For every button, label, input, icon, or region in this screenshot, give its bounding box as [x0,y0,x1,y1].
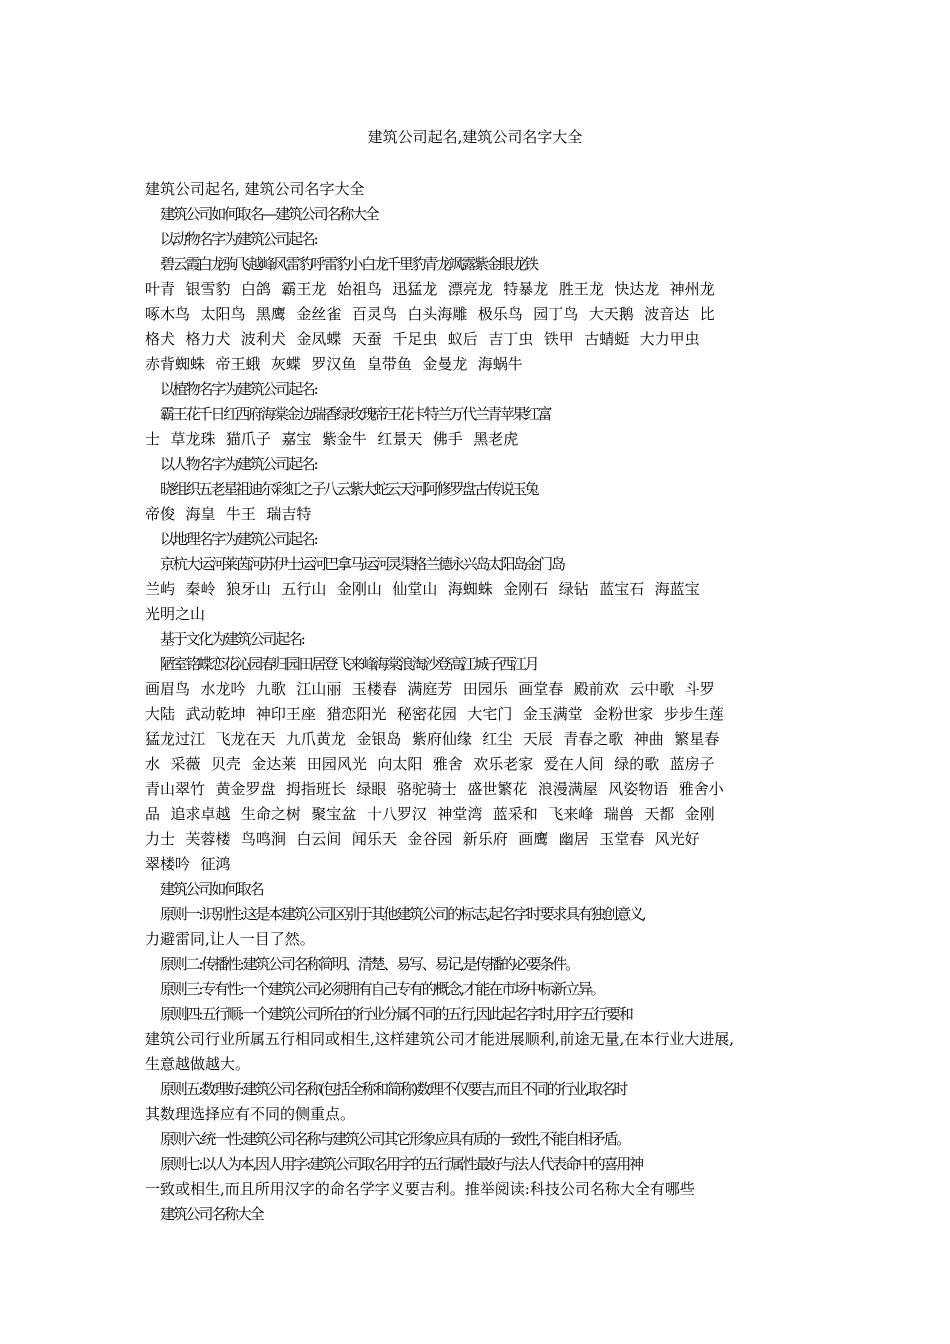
name-list-line: 京杭大运河 莱茵河 苏伊士运河 巴拿马运河 灵渠 格兰德 永兴岛 太阳岛 金门岛 [160,555,564,573]
name-list-line: 格犬 格力犬 波利犬 金凤蝶 天蚕 千足虫 蚁后 吉丁虫 铁甲 古蜻蜓 大力甲虫 [145,330,700,348]
name-list-line: 帝俊 海皇 牛王 瑞吉特 [145,505,312,523]
name-list-line: 士 草龙珠 猫爪子 嘉宝 紫金牛 红景天 佛手 黑老虎 [145,430,519,448]
name-list-line: 光明之山 [145,605,206,623]
name-list-line: 大陆 武动乾坤 神印王座 猎恋阳光 秘密花园 大宅门 金玉满堂 金粉世家 步步生莲 [145,705,724,723]
name-list-line: 力士 芙蓉楼 鸟鸣涧 白云间 闻乐天 金谷园 新乐府 画鹰 幽居 玉堂春 风光好 [145,830,700,848]
paragraph-line: 一致或相生,而且所用汉字的命名学字义要吉利。推举阅读:科技公司名称大全有哪些 [145,1180,695,1198]
paragraph-line: 原则三:专有性:一个建筑公司必须拥有自己专有的概念,才能在市场中标新立异。 [160,980,604,998]
section-heading: 以地理名字为建筑公司起名: [160,530,317,548]
paragraph-line: 原则一:识别性:这是本建筑公司区别于其他建筑公司的标志,起名字时要求具有独创意义, [160,905,645,923]
section-heading: 以人物名字为建筑公司起名: [160,455,317,473]
name-list-line: 品 追求卓越 生命之树 聚宝盆 十八罗汉 神堂湾 蓝采和 飞来峰 瑞兽 天都 金刚 [145,805,715,823]
name-list-line: 水 采薇 贝壳 金达莱 田园风光 向太阳 雅舍 欢乐老家 爱在人间 绿的歌 蓝房子 [145,755,715,773]
paragraph-line: 生意越做越大。 [145,1055,251,1073]
section-heading: 建筑公司如何取名 [160,880,263,898]
name-list-line: 画眉鸟 水龙吟 九歌 江山丽 玉楼春 满庭芳 田园乐 画堂春 殿前欢 云中歌 斗罗 [145,680,715,698]
text-line: 建筑公司起名, 建筑公司名字大全 [145,180,365,198]
section-heading: 以植物名字为建筑公司起名: [160,380,317,398]
name-list-line: 翠楼吟 征鸿 [145,855,231,873]
paragraph-line: 原则六:统一性:建筑公司名称与建筑公司其它形象应具有质的一致性,不能自相矛盾。 [160,1130,630,1148]
section-heading: 建筑公司名称大全 [160,1205,263,1223]
document-title: 建筑公司起名,建筑公司名字大全 [367,128,583,146]
paragraph-line: 其数理选择应有不同的侧重点。 [145,1105,356,1123]
name-list-line: 赤背蜘蛛 帝王蛾 灰蝶 罗汉鱼 皇带鱼 金曼龙 海蜗牛 [145,355,523,373]
name-list-line: 霸王花 千日红 西府海棠 金边瑞香 绿玫瑰 帝王花 卡特兰 万代兰 青苹果 红富 [160,405,551,423]
name-list-line: 碧云霞 白龙驹 飞越峰 风雷豹 呼雷豹 小白龙 千里豹 青龙 飒露紫 金眼龙 铁 [160,255,537,273]
paragraph-line: 原则二:传播性:建筑公司名称简明、清楚、易写、易记,是传播的必要条件。 [160,955,578,973]
paragraph-line: 力避雷同,让人一目了然。 [145,930,315,948]
name-list-line: 晓组织 五老星 祖迪尔 彩虹之子 八云紫 大蛇 云天河 阿修罗 盘古传说 玉兔 [160,480,538,498]
name-list-line: 兰屿 秦岭 狼牙山 五行山 金刚山 仙堂山 海蜘蛛 金刚石 绿钻 蓝宝石 海蓝宝 [145,580,700,598]
paragraph-line: 原则四:五行顺:一个建筑公司所在的行业分属不同的五行,因此起名字时,用字五行要和 [160,1005,632,1023]
section-heading: 基于文化为建筑公司起名: [160,630,304,648]
paragraph-line: 原则五:数理好:建筑公司名称(包括全称和简称)数理不仅要吉,而且不同的行业,取名时 [160,1080,627,1098]
section-heading: 建筑公司如何取名—建筑公司名称大全 [160,205,378,223]
section-heading: 以动物名字为建筑公司起名: [160,230,317,248]
name-list-line: 猛龙过江 飞龙在天 九爪黄龙 金银岛 紫府仙缘 红尘 天辰 青春之歌 神曲 繁星春 [145,730,720,748]
name-list-line: 啄木鸟 太阳鸟 黑鹰 金丝雀 百灵鸟 白头海雕 极乐鸟 园丁鸟 大天鹅 波音达 比 [145,305,715,323]
name-list-line: 陋室铭 蝶恋花 沁园春 归园田居 登飞来峰 海棠 浪淘沙 登高 江城子 西江月 [160,655,538,673]
paragraph-line: 建筑公司行业所属五行相同或相生,这样建筑公司才能进展顺利,前途无量,在本行业大进展, [145,1030,735,1048]
paragraph-line: 原则七:以人为本,因人用字:建筑公司取名用字的五行属性最好与法人代表命中的喜用神 [160,1155,642,1173]
name-list-line: 青山翠竹 黄金罗盘 拇指班长 绿眼 骆驼骑士 盛世繁花 浪漫满屋 风姿物语 雅舍小 [145,780,724,798]
name-list-line: 叶青 银雪豹 白鸽 霸王龙 始祖鸟 迅猛龙 漂亮龙 特暴龙 胜王龙 快达龙 神州龙 [145,280,715,298]
document-body [145,177,815,1227]
